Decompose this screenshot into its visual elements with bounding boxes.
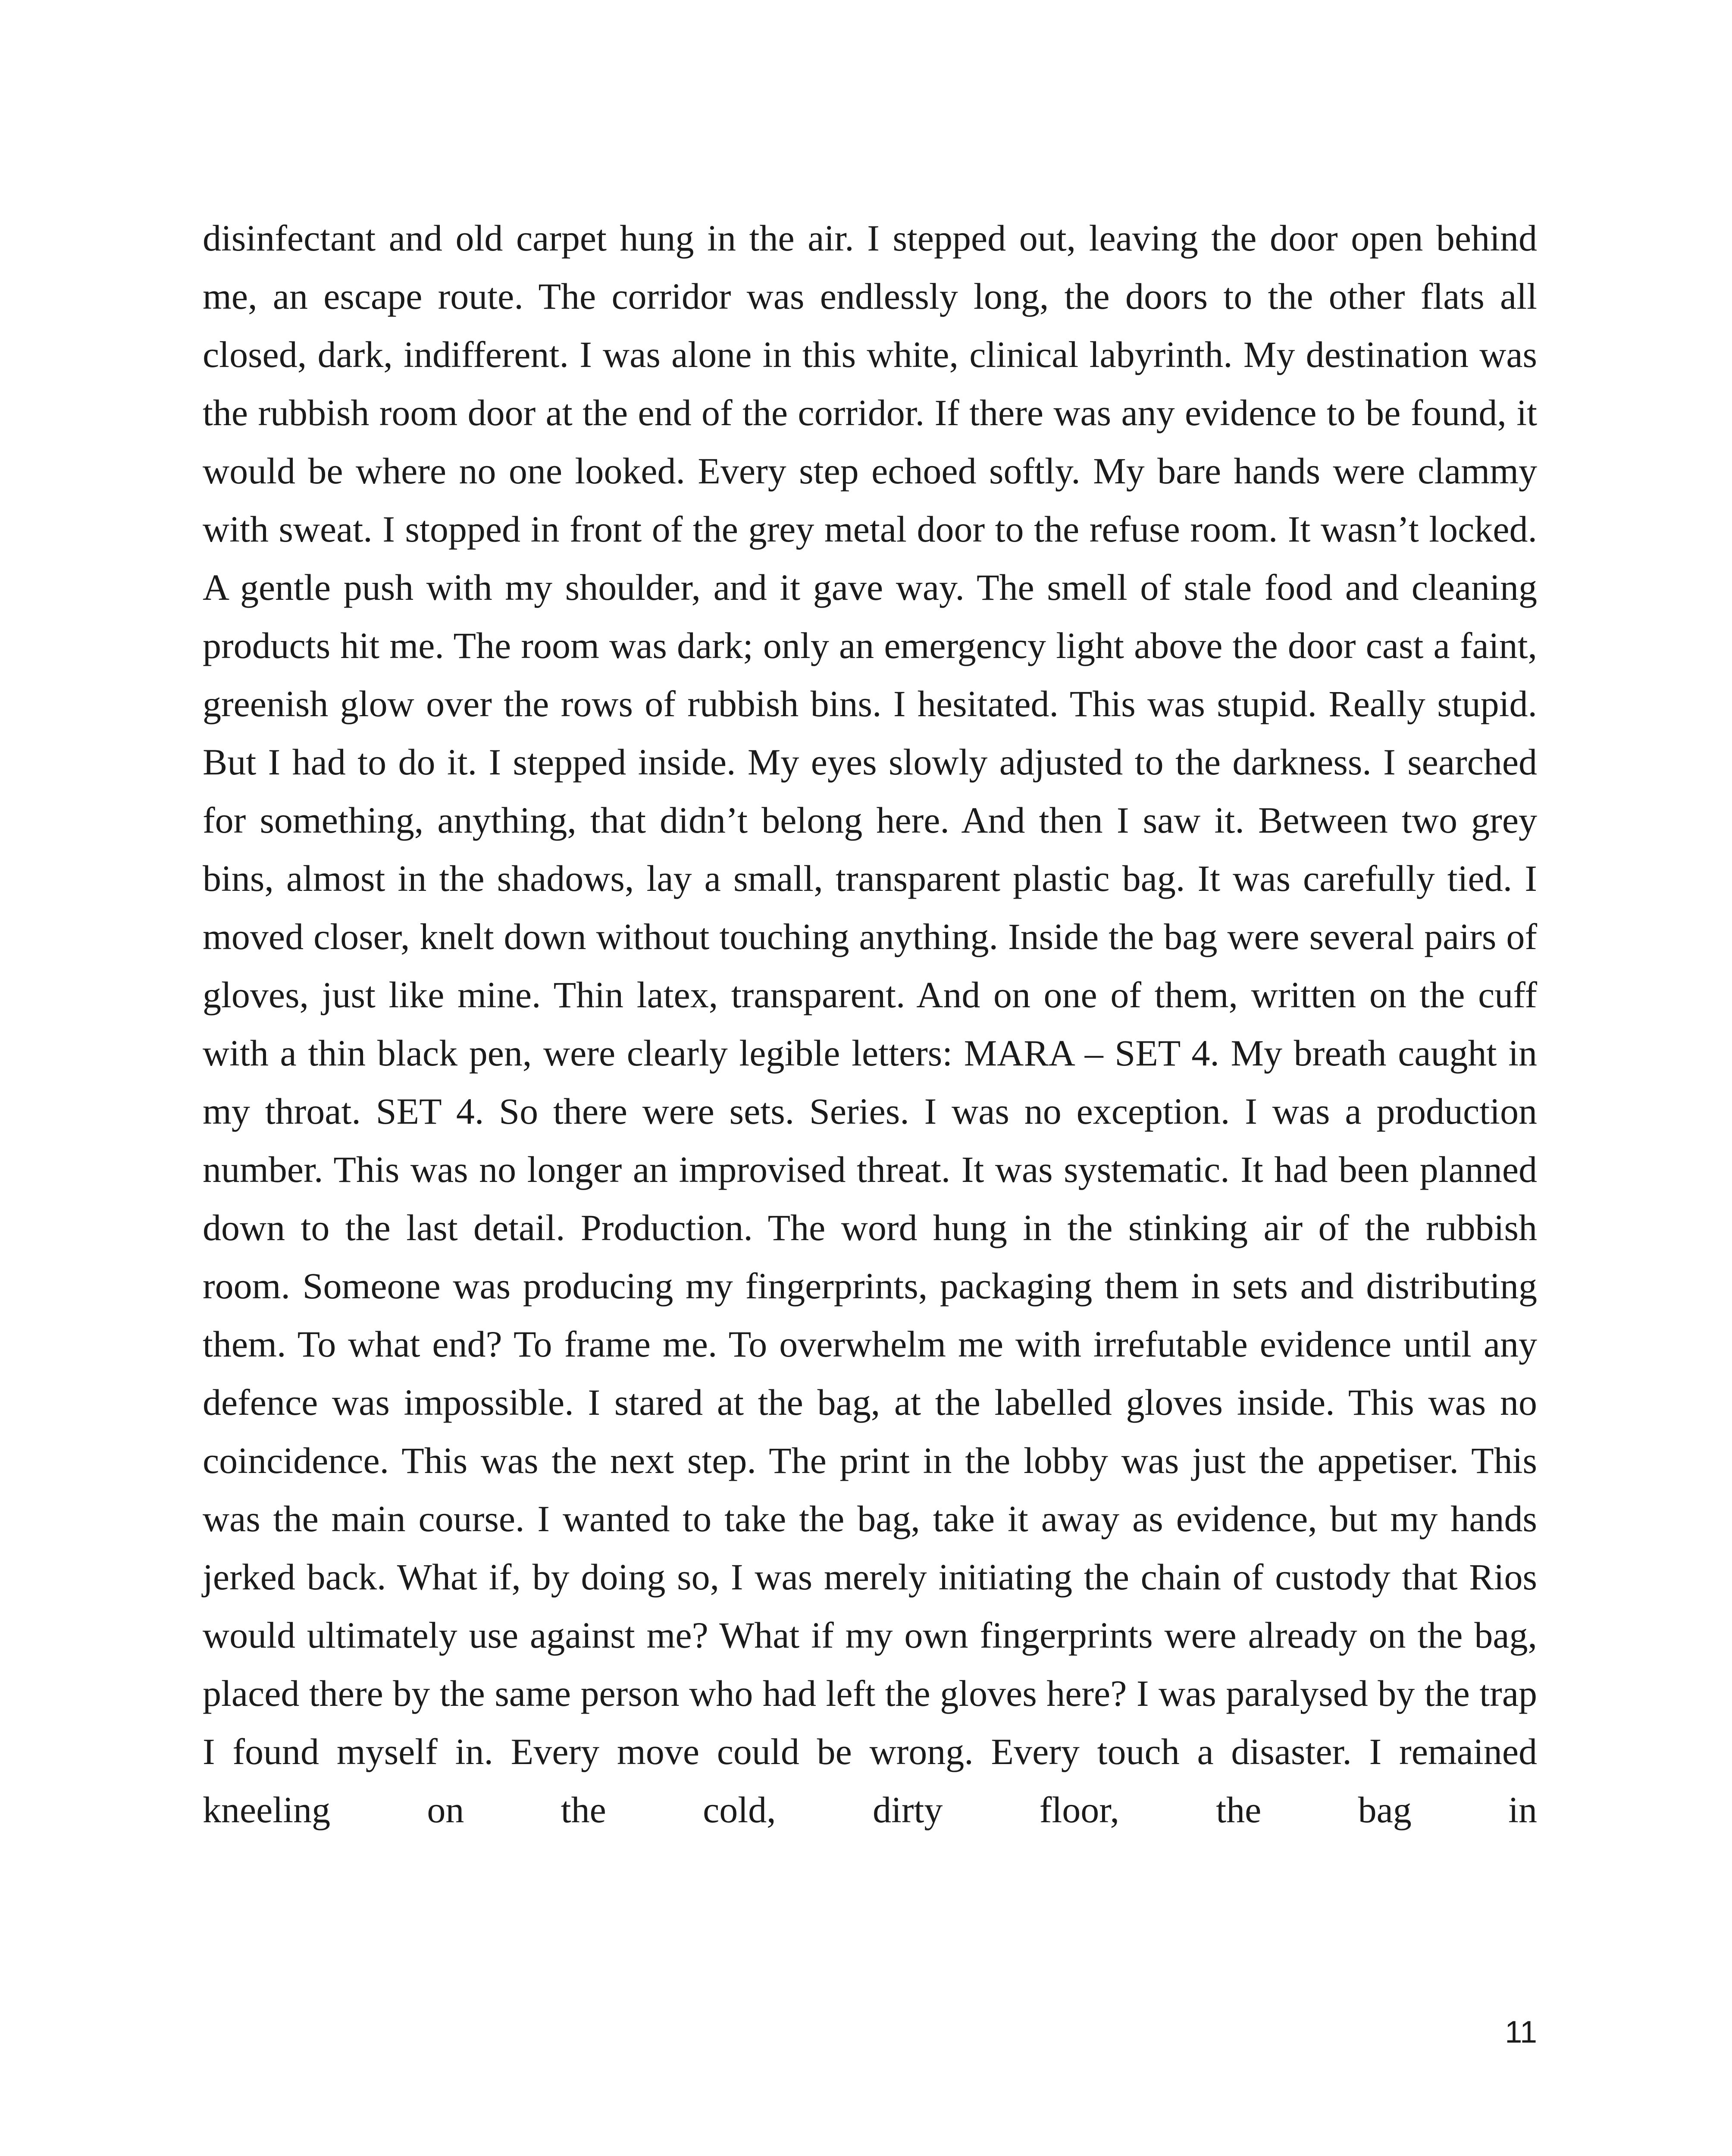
body-paragraph: disinfectant and old carpet hung in the air. I stepped out, leaving the door open behind me, an escape route. The corridor was endlessly long, the doors to the other flats all closed, dark, indifferent. I was alone in this white, clinical labyrinth. My destination was the rubbish room door at the end of the corridor. If there was any evidence to be found, it would be where no one looked. Every step echoed softly. My bare hands were clammy with sweat. I stopped in front of the grey metal door to the refuse room. It wasn’t locked. A gentle push with my shoulder, and it gave way. The smell of stale food and cleaning products hit me. The room was dark; only an emergency light above the door cast a faint, greenish glow over the rows of rubbish bins. I hesitated. This was stupid. Really stupid. But I had to do it. I stepped inside. My eyes slowly adjusted to the darkness. I searched for something, anything, that didn’t belong here. And then I saw it. Between two grey bins, almost in the shadows, lay a small, transparent plastic bag. It was carefully tied. I moved closer, knelt down without touching anything. Inside the bag were several pairs of gloves, just like mine. Thin latex, transparent. And on one of them, written on the cuff with a thin black pen, were clearly legible letters: MARA – SET 4. My breath caught in my throat. SET 4. So there were sets. Series. I was no exception. I was a production number. This was no longer an improvised threat. It was systematic. It had been planned down to the last detail. Production. The word hung in the stinking air of the rubbish room. Someone was producing my fingerprints, packaging them in sets and distributing them. To what end? To frame me. To overwhelm me with irrefutable evidence until any defence was impossible. I stared at the bag, at the labelled gloves inside. This was no coincidence. This was the next step. The print in the lobby was just the appetiser. This was the main course. I wanted to take the bag, take it away as evidence, but my hands jerked back. What if, by doing so, I was merely initiating the chain of custody that Rios would ultimately use against me? What if my own fingerprints were already on the bag, placed there by the same person who had left the gloves here? I was paralysed by the trap I found myself in. Every move could be wrong. Every touch a disaster. I remained kneeling on the cold, dirty floor, the bag in [203,217,1537,1830]
page-number: 11 [1505,2015,1537,2049]
